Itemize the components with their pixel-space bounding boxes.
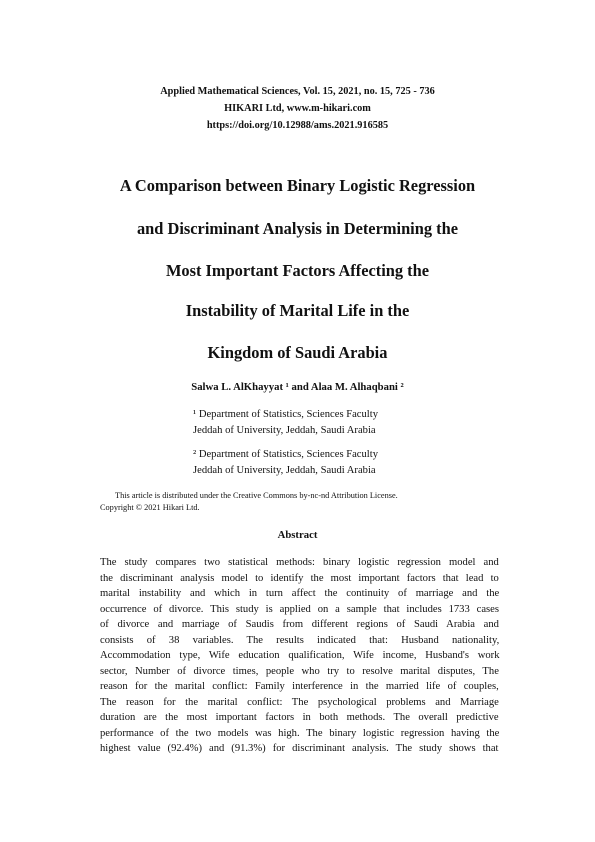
- abstract-heading: Abstract: [277, 529, 318, 541]
- abstract-line: consists of 38 variables. The results indicated that: Husband nationality,: [100, 634, 500, 646]
- paper-title-line-4: Instability of Marital Life in the: [185, 301, 410, 320]
- abstract-line: occurrence of divorce. This study is applied on a sample that includes 1733 cases: [100, 603, 499, 615]
- doi-line: https://doi.org/10.12988/ams.2021.916585: [206, 120, 389, 131]
- publisher-line: HIKARI Ltd, www.m-hikari.com: [224, 103, 371, 114]
- license-note: This article is distributed under the Creative Commons by-nc-nd Attribution License.: [115, 491, 398, 500]
- abstract-line: reason for the marital conflict: Family interference in the married life of couples,: [100, 681, 499, 692]
- paper-title-line-5: Kingdom of Saudi Arabia: [207, 343, 388, 362]
- abstract-line: of divorce and marriage of Saudis from different regions of Saudi Arabia and: [100, 619, 499, 630]
- abstract-line: highest value (92.4%) and (91.3%) for discriminant analysis. The study shows that: [100, 743, 499, 754]
- affiliation-2: [193, 447, 378, 479]
- abstract-line: sector, Number of divorce times, people who try to resolve marital disputes, The: [100, 665, 499, 677]
- paper-title-line-1: A Comparison between Binary Logistic Regression: [119, 176, 476, 195]
- author-list: Salwa L. AlKhayyat ¹ and Alaa M. Alhaqbani ²: [191, 381, 404, 393]
- affiliation-1-place: Jeddah of University, Jeddah, Saudi Arabia: [193, 425, 376, 436]
- affiliation-1: [193, 407, 378, 439]
- abstract-line: The study compares two statistical methods: binary logistic regression model and: [100, 557, 499, 568]
- affiliation-2-dept: ² Department of Statistics, Sciences Faculty: [193, 449, 378, 460]
- abstract-line: performance of the two models was high. The binary logistic regression having the: [100, 727, 500, 739]
- abstract-line: the discriminant analysis model to identify the most important factors that lead to: [100, 572, 499, 584]
- paper-title-line-3: Most Important Factors Affecting the: [165, 261, 430, 280]
- abstract-line: marital instability and which in turn affect the continuity of marriage and the: [100, 588, 500, 599]
- abstract-line: The reason for the marital conflict: The psychological problems and Marriage: [100, 696, 499, 708]
- abstract-line: duration are the most important factors in both methods. The overall predictive: [100, 712, 499, 723]
- affiliation-2-place: Jeddah of University, Jeddah, Saudi Arabia: [193, 465, 376, 476]
- abstract-line: Accommodation type, Wife education qualification, Wife income, Husband's work: [100, 650, 500, 661]
- affiliation-1-dept: ¹ Department of Statistics, Sciences Faculty: [193, 409, 378, 420]
- paper-title-line-2: and Discriminant Analysis in Determining the: [136, 219, 458, 238]
- copyright-note: Copyright © 2021 Hikari Ltd.: [100, 503, 200, 512]
- abstract-body: [100, 555, 499, 757]
- journal-citation: Applied Mathematical Sciences, Vol. 15, 2021, no. 15, 725 - 736: [160, 86, 435, 97]
